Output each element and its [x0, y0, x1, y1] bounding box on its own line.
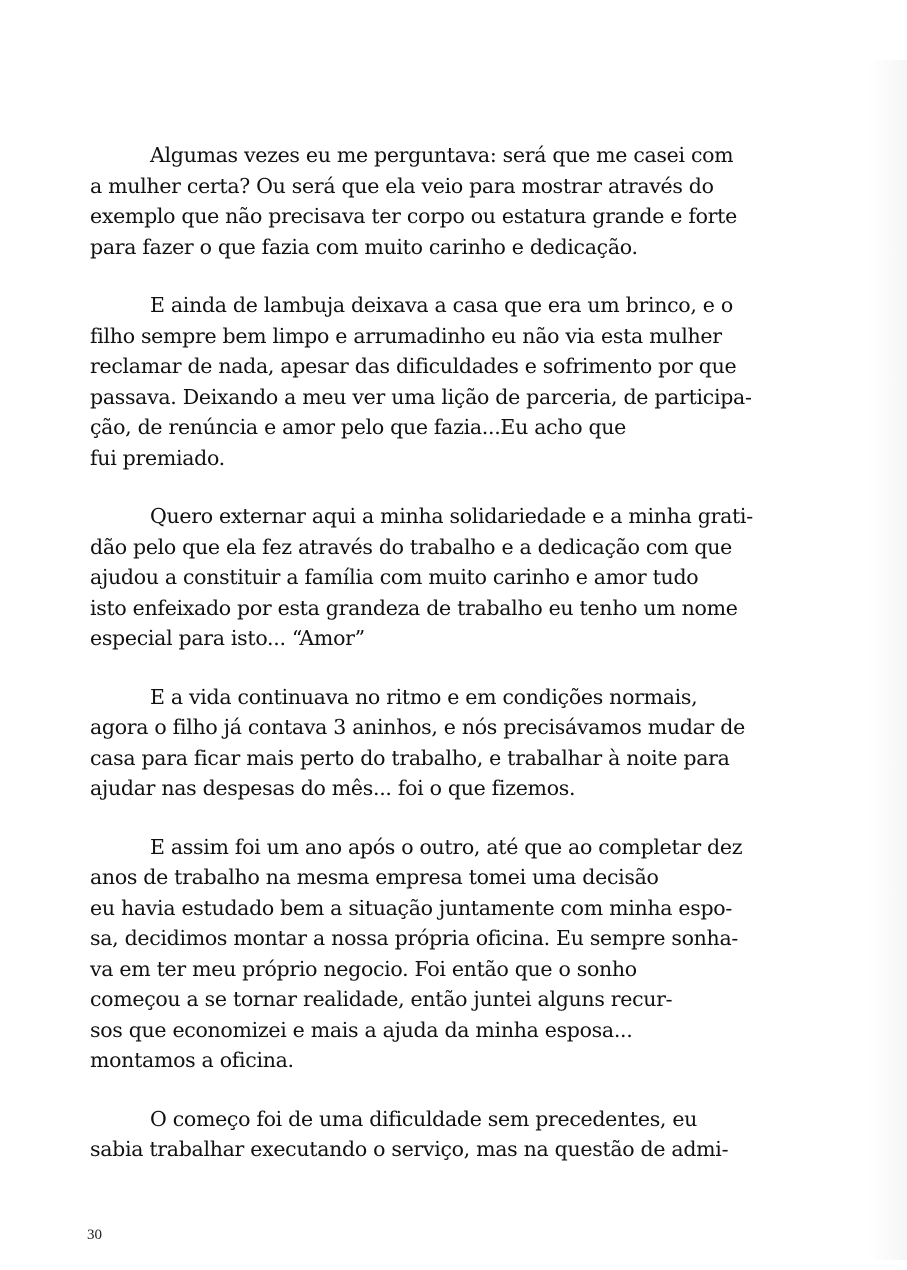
text-line: O começo foi de uma dificuldade sem precedentes, eu — [150, 1106, 698, 1131]
text-line: sos que economizei e mais a ajuda da minha esposa... — [90, 1017, 633, 1042]
body-text — [90, 140, 830, 1193]
text-line: fui premiado. — [90, 445, 225, 470]
text-line: reclamar de nada, apesar das dificuldades e sofrimento por que — [90, 354, 737, 378]
text-line: isto enfeixado por esta grandeza de trabalho eu tenho um nome — [90, 595, 738, 620]
text-line: sabia trabalhar executando o serviço, mas na questão de admi- — [90, 1137, 729, 1161]
paragraph-1 — [90, 140, 830, 262]
text-line: passava. Deixando a meu ver uma lição de parceria, de participa- — [90, 384, 752, 409]
text-line: começou a se tornar realidade, então juntei alguns recur- — [90, 987, 673, 1011]
text-line: Quero externar aqui a minha solidariedade e a minha grati- — [150, 504, 753, 528]
page-edge-shadow — [867, 60, 907, 1260]
text-line: ção, de renúncia e amor pelo que fazia...Eu acho que — [90, 415, 627, 439]
text-line: especial para isto... “Amor” — [90, 626, 365, 650]
page-number: 30 — [87, 1227, 102, 1243]
paragraph-3 — [90, 501, 830, 654]
text-line: va em ter meu próprio negocio. Foi então que o sonho — [90, 956, 637, 981]
text-line: agora o filho já contava 3 aninhos, e nós precisávamos mudar de — [90, 715, 745, 739]
text-line: Algumas vezes eu me perguntava: será que me casei com — [150, 143, 734, 167]
text-line: anos de trabalho na mesma empresa tomei uma decisão — [90, 865, 659, 889]
paragraph-4 — [90, 682, 830, 804]
paragraph-5 — [90, 832, 830, 1076]
text-line: E assim foi um ano após o outro, até que ao completar dez — [150, 834, 743, 859]
text-line: sa, decidimos montar a nossa própria oficina. Eu sempre sonha- — [90, 926, 739, 950]
text-line: ajudar nas despesas do mês... foi o que fizemos. — [90, 776, 576, 800]
text-line: eu havia estudado bem a situação juntamente com minha espo- — [90, 895, 732, 920]
text-line: dão pelo que ela fez através do trabalho e a dedicação com que — [90, 534, 732, 559]
text-line: exemplo que não precisava ter corpo ou estatura grande e forte — [90, 204, 737, 228]
text-line: a mulher certa? Ou será que ela veio para mostrar através do — [90, 173, 714, 198]
paragraph-2 — [90, 290, 830, 473]
text-line: E ainda de lambuja deixava a casa que era um brinco, e o — [150, 293, 733, 317]
paragraph-6 — [90, 1104, 830, 1165]
text-line: montamos a oficina. — [90, 1048, 294, 1072]
text-line: para fazer o que fazia com muito carinho e dedicação. — [90, 234, 638, 259]
text-line: E a vida continuava no ritmo e em condições normais, — [150, 684, 698, 709]
text-line: casa para ficar mais perto do trabalho, e trabalhar à noite para — [90, 745, 730, 770]
text-line: filho sempre bem limpo e arrumadinho eu não via esta mulher — [90, 323, 722, 348]
text-line: ajudou a constituir a família com muito carinho e amor tudo — [90, 565, 699, 589]
